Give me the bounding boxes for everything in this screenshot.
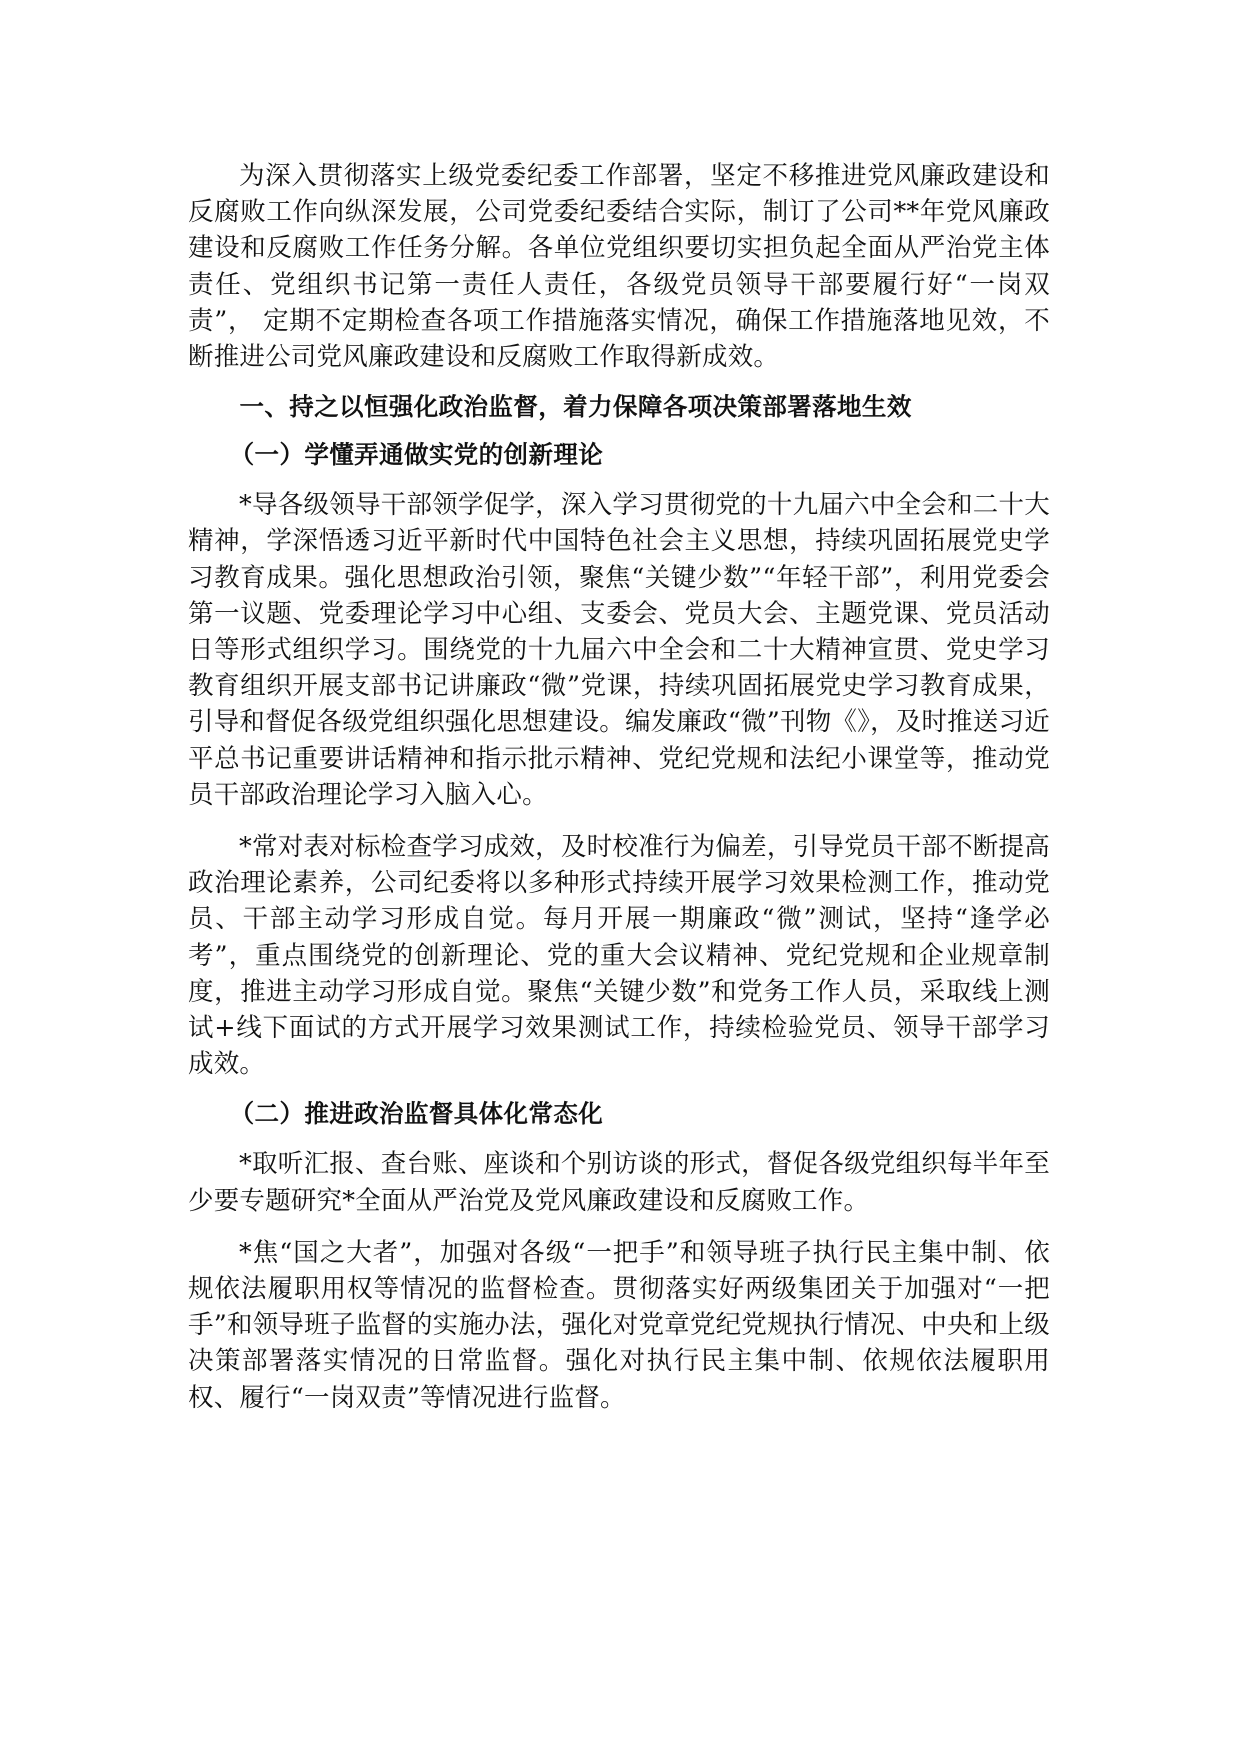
- body-paragraph: *常对表对标检查学习成效，及时校准行为偏差，引导党员干部不断提高政治理论素养，公司纪委将以多种形式持续开展学习效果检测工作，推动党员、干部主动学习形成自觉。每月开展一期廉政“微”测试，坚持“逢学必考”，重点围绕党的创新理论、党的重大会议精神、党纪党规和企业规章制度，推进主动学习形成自觉。聚焦“关键少数”和党务工作人员，采取线上测试+线下面试的方式开展学习效果测试工作，持续检验党员、领导干部学习成效。: [188, 832, 1050, 1080]
- subsection-2-body: [188, 1146, 1050, 1415]
- subsection-heading-2: （二）推进政治监督具体化常态化: [229, 1099, 604, 1129]
- body-paragraph: *导各级领导干部领学促学，深入学习贯彻党的十九届六中全会和二十大精神，学深悟透习近平新时代中国特色社会主义思想，持续巩固拓展党史学习教育成果。强化思想政治引领，聚焦“关键少数”“年轻干部”，利用党委会第一议题、党委理论学习中心组、支委会、党员大会、主题党课、党员活动日等形式组织学习。围绕党的十九届六中全会和二十大精神宣贯、党史学习教育组织开展支部书记讲廉政“微”党课，持续巩固拓展党史学习教育成果，引导和督促各级党组织强化思想建设。编发廉政“微”刊物《》，及时推送习近平总书记重要讲话精神和指示批示精神、党纪党规和法纪小课堂等，推动党员干部政治理论学习入脑入心。: [188, 490, 1050, 810]
- body-paragraph: *焦“国之大者”，加强对各级“一把手”和领导班子执行民主集中制、依规依法履职用权等情况的监督检查。贯彻落实好两级集团关于加强对“一把手”和领导班子监督的实施办法，强化对党章党纪党规执行情况、中央和上级决策部署落实情况的日常监督。强化对执行民主集中制、依规依法履职用权、履行“一岗双责”等情况进行监督。: [188, 1237, 1050, 1413]
- subsection-heading-1: （一）学懂弄通做实党的创新理论: [229, 440, 604, 470]
- subsection-1-body: [188, 487, 1050, 1082]
- document-page: [188, 158, 1050, 1416]
- intro-paragraph: 为深入贯彻落实上级党委纪委工作部署，坚定不移推进党风廉政建设和反腐败工作向纵深发展，公司党委纪委结合实际，制订了公司**年党风廉政建设和反腐败工作任务分解。各单位党组织要切实担负起全面从严治党主体责任、党组织书记第一责任人责任，各级党员领导干部要履行好“一岗双责”， 定期不定期检查各项工作措施落实情况，确保工作措施落地见效，不断推进公司党风廉政建设和反腐败工作取得新成效。: [188, 161, 1050, 373]
- body-paragraph: *取听汇报、查台账、座谈和个别访谈的形式，督促各级党组织每半年至少要专题研究*全面从严治党及党风廉政建设和反腐败工作。: [188, 1149, 1050, 1216]
- section-heading-1: 一、持之以恒强化政治监督，着力保障各项决策部署落地生效: [239, 392, 912, 422]
